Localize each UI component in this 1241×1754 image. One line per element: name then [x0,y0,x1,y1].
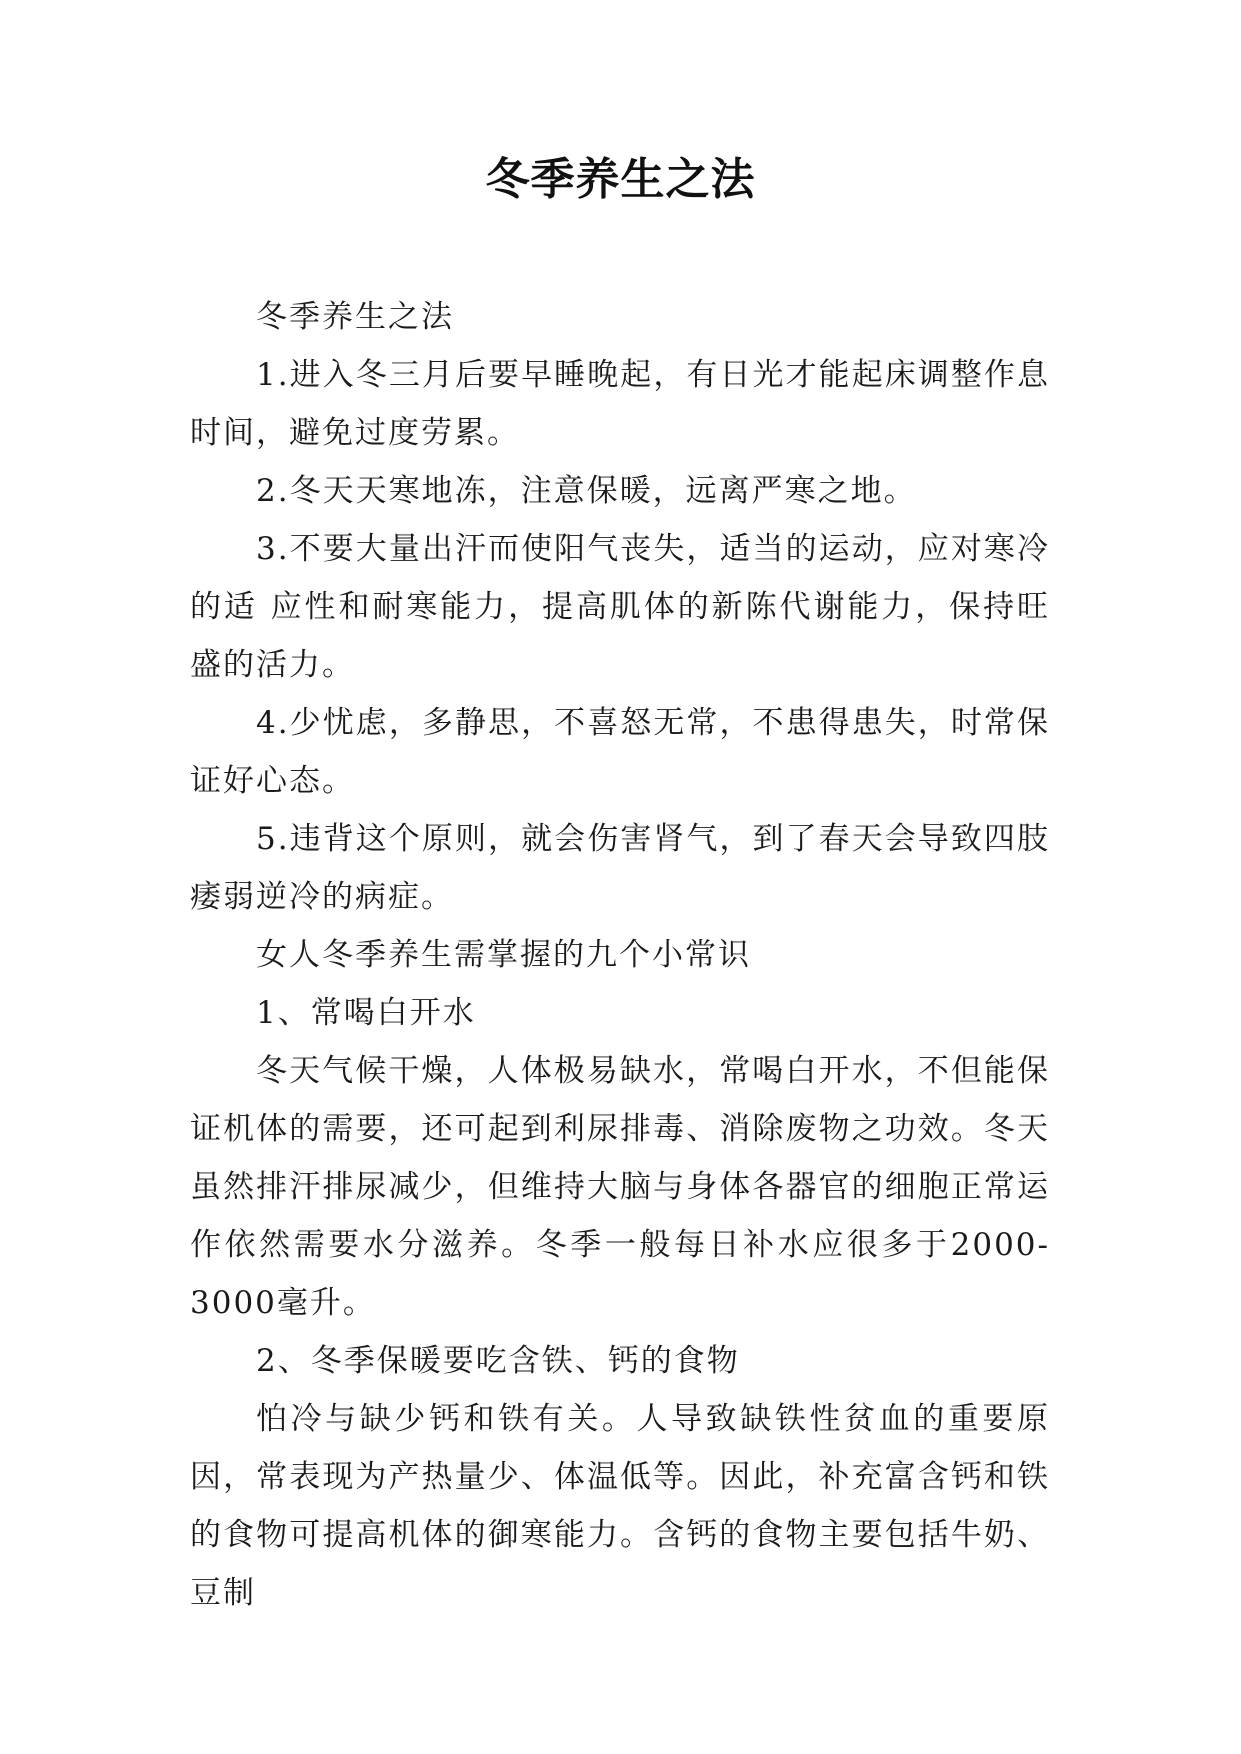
paragraph-item-1: 1.进入冬三月后要早睡晚起，有日光才能起床调整作息时间，避免过度劳累。 [190,357,1050,451]
tip-heading-1: 1、常喝白开水 [256,995,476,1031]
paragraph-item-5: 5.违背这个原则，就会伤害肾气，到了春天会导致四肢痿弱逆冷的病症。 [190,821,1050,915]
document-body [190,288,1050,1622]
document-title: 冬季养生之法 [485,154,756,205]
tip-body-2: 怕冷与缺少钙和铁有关。人导致缺铁性贫血的重要原因，常表现为产热量少、体温低等。因此，补充富含钙和铁的食物可提高机体的御寒能力。含钙的食物主要包括牛奶、豆制 [190,1401,1050,1611]
tip-body-1: 冬天气候干燥，人体极易缺水，常喝白开水，不但能保证机体的需要，还可起到利尿排毒、消除废物之功效。冬天虽然排汗排尿减少，但维持大脑与身体各器官的细胞正常运作依然需要水分滋养。冬季一般每日补水应很多于2000-3000毫升。 [190,1053,1050,1321]
paragraph-item-4: 4.少忧虑，多静思，不喜怒无常，不患得患失，时常保证好心态。 [190,705,1050,799]
section-heading: 女人冬季养生需掌握的九个小常识 [256,937,751,973]
paragraph-subtitle: 冬季养生之法 [256,299,454,335]
paragraph-item-2: 2.冬天天寒地冻，注意保暖，远离严寒之地。 [256,473,917,509]
tip-heading-2: 2、冬季保暖要吃含铁、钙的食物 [256,1343,740,1379]
paragraph-item-3: 3.不要大量出汗而使阳气丧失，适当的运动，应对寒冷的适 应性和耐寒能力，提高肌体的新陈代谢能力，保持旺盛的活力。 [190,531,1050,683]
